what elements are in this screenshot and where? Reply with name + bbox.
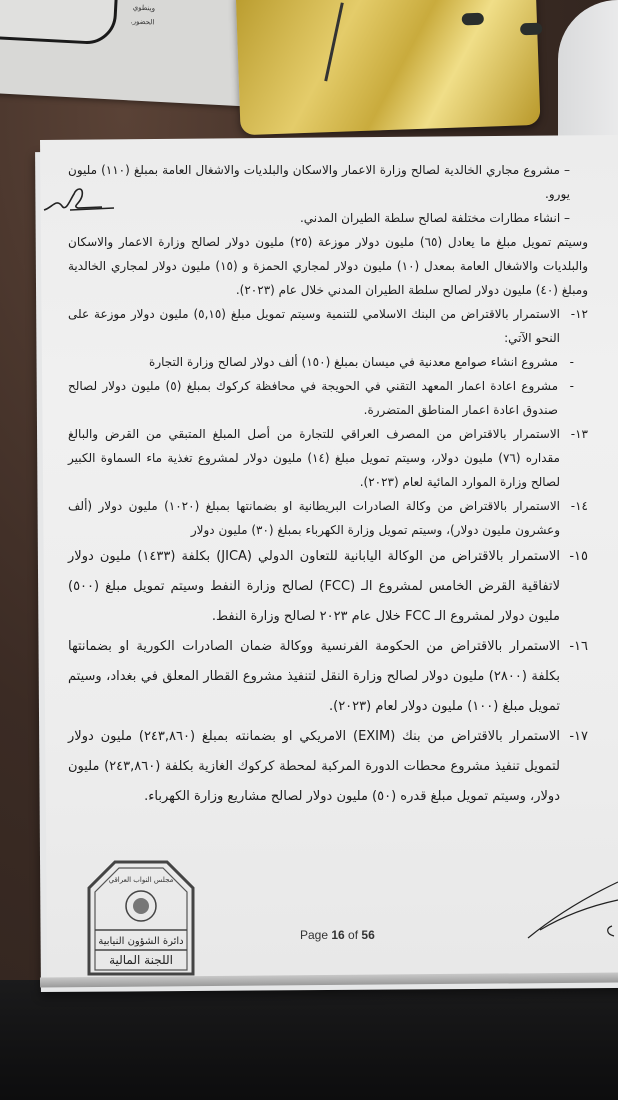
- footer-prefix: Page: [300, 928, 332, 942]
- item-text: الاستمرار بالاقتراض من المصرف العراقي للتجارة من أصل المبلغ المتبقي من القرض والبالغ مقداره (٧٦) مليون دولار، وسيتم تمويل مبلغ (١٤) مليون دولار لمشروع تغذية ماء السماوة الكبير لصالح وزارة الموارد المائية لعام (٢٠٢٣).: [68, 427, 560, 489]
- stamp-line-2: دائرة الشؤون النيابية: [98, 936, 184, 947]
- bullet-maysan-silos: - مشروع انشاء صوامع معدنية في ميسان بمبلغ (١٥٠) ألف دولار لصالح وزارة التجارة: [68, 350, 588, 374]
- background-card: [0, 0, 273, 107]
- official-stamp-icon: [85, 858, 197, 976]
- footer-of: of: [344, 928, 362, 942]
- bullet-hawija-institute: - مشروع اعادة اعمار المعهد التقني في الحويجة في محافظة كركوك بمبلغ (٥) مليون دولار لصالح صندوق اعادة اعمار المناطق المتضررة.: [68, 374, 588, 422]
- paragraph-khalidiya-sewer: – مشروع مجاري الخالدية لصالح وزارة الاعمار والاسكان والبلديات والاشغال العامة بمبلغ (١١٠) مليون يورو.: [68, 163, 571, 201]
- plate-hole: [462, 13, 484, 26]
- page-footer: [300, 928, 375, 942]
- stamp-line-1: مجلس النواب العراقي: [108, 876, 174, 884]
- card-frame: [0, 0, 121, 46]
- current-page-number: 16: [331, 928, 345, 942]
- item-text: الاستمرار بالاقتراض من البنك الاسلامي للتنمية وسيتم تمويل مبلغ (٥,١٥) مليون دولار موزعة على النحو الآتي:: [68, 307, 561, 345]
- card-text: [130, 0, 155, 29]
- list-item-16: [68, 632, 588, 722]
- list-item-15: [68, 542, 588, 632]
- item-number: ١٣-: [570, 427, 588, 441]
- dark-surface: [0, 980, 618, 1100]
- item-number: ١٢-: [570, 307, 588, 321]
- item-text: الاستمرار بالاقتراض من الوكالة اليابانية للتعاون الدولي (JICA) بكلفة (١٤٣٣) مليون دولار لاتفاقية القرض الخامس لمشروع الـ (FCC) لصالح وزارة النفط وسيتم تمويل مبلغ (٥٠٠) مليون دولار لمشروع الـ FCC خلال عام ٢٠٢٣ لصالح وزارة النفط.: [68, 549, 560, 624]
- item-number: ١٧-: [569, 729, 588, 744]
- list-item-14: [68, 494, 588, 542]
- item-number: ١٦-: [569, 639, 588, 654]
- stamp-line-3: اللجنة المالية: [109, 953, 173, 967]
- list-item-17: [68, 722, 588, 812]
- signature-icon: [520, 870, 618, 950]
- paragraph-airports: – انشاء مطارات مختلفة لصالح سلطة الطيران المدني.: [299, 211, 570, 225]
- gold-nameplate: [235, 0, 540, 135]
- card-text-line: الحضور.: [130, 17, 155, 27]
- plate-slot: [324, 2, 344, 81]
- list-item-12: [68, 302, 588, 350]
- plate-hole: [520, 23, 542, 36]
- item-text: الاستمرار بالاقتراض من الحكومة الفرنسية ووكالة ضمان الصادرات الكورية او بضمانتها بكلفة (٢٨٠٠) مليون دولار لصالح وزارة النقل لتنفيذ مشروع القطار المعلق في بغداد، وسيتم تمويل مبلغ (١٠٠) مليون دولار لعام (٢٠٢٣).: [68, 639, 560, 714]
- item-text: الاستمرار بالاقتراض من وكالة الصادرات البريطانية او بضمانتها بمبلغ (١٠٢٠) مليون دولار (ألف وعشرون مليون دولار)، وسيتم تمويل وزارة الكهرباء بمبلغ (٣٠) مليون دولار: [68, 499, 560, 537]
- card-text-line: وينطوي: [132, 3, 156, 13]
- item-number: ١٤-: [570, 499, 588, 513]
- item-text: الاستمرار بالاقتراض من بنك (EXIM) الامريكي او بضمانته بمبلغ (٢٤٣,٨٦٠) مليون دولار لتمويل تنفيذ مشروع محطات الدورة المركبة لمحطة كركوك الغازية بكلفة (٢٤٣,٨٦٠) مليون دولار، وسيتم تمويل مبلغ قدره (٥٠) مليون دولار لصالح مشاريع وزارة الكهرباء.: [68, 729, 560, 804]
- total-pages: 56: [361, 928, 375, 942]
- list-item-13: [68, 422, 588, 494]
- document-body: [68, 158, 588, 812]
- item-number: ١٥-: [569, 549, 588, 564]
- paragraph-funding-65m: وسيتم تمويل مبلغ ما يعادل (٦٥) مليون دولار موزعة (٢٥) مليون دولار لصالح وزارة الاعمار والاسكان والبلديات والاشغال العامة بمعدل (١٠) مليون دولار لمجاري الحمزة و (١٥) مليون دولار لمجاري الخالدية ومبلغ (٤٠) مليون دولار لصالح سلطة الطيران المدني خلال عام (٢٠٢٣).: [68, 235, 589, 297]
